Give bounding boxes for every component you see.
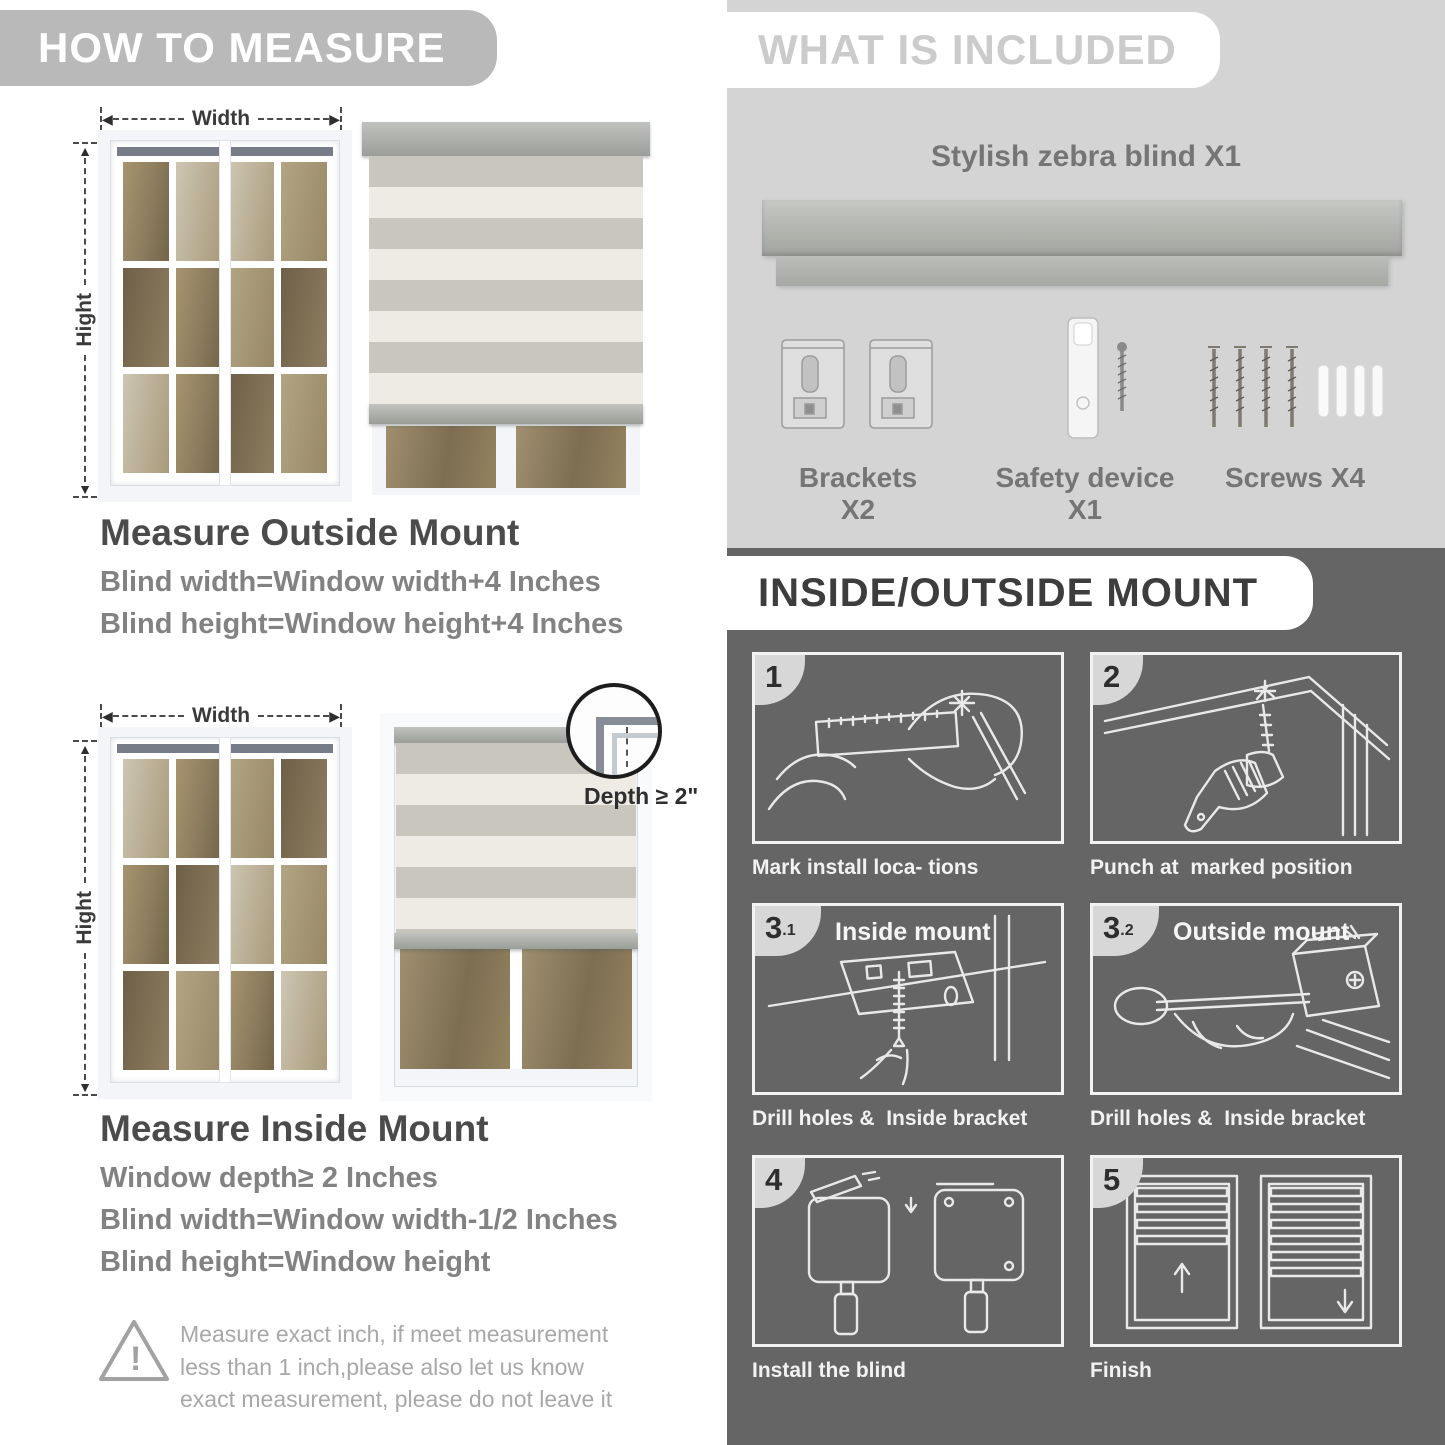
inside-mount-line: Blind height=Window height	[100, 1246, 491, 1278]
depth-dash-line	[626, 727, 628, 767]
inside-outside-mount-header: INSIDE/OUTSIDE MOUNT	[700, 556, 1313, 630]
dim-dash	[84, 355, 86, 482]
step-3-2-title: Outside mount	[1173, 918, 1350, 946]
step-3-2-caption: Drill holes & Inside bracket	[1090, 1107, 1366, 1130]
window-pane	[229, 162, 275, 261]
screws-image	[1200, 335, 1390, 440]
arrow-right-icon: ▶	[329, 111, 340, 127]
window-photo-outside	[98, 130, 352, 502]
step-number: 2	[1103, 659, 1121, 694]
step-3-1-panel	[752, 903, 1064, 1095]
step-3-1-caption: Drill holes & Inside bracket	[752, 1107, 1028, 1130]
window-pane	[123, 162, 169, 261]
window-pane	[229, 865, 275, 964]
arrow-up-icon: ▲	[78, 741, 92, 757]
screws-label: Screws X4	[1224, 462, 1366, 493]
install-blind-illustration	[759, 1162, 1059, 1342]
window-pane	[281, 268, 327, 367]
window-center-divider	[510, 949, 522, 1069]
window-pane	[281, 374, 327, 473]
outside-mount-line: Blind height=Window height+4 Inches	[100, 608, 624, 640]
window-pane	[229, 374, 275, 473]
brackets-label: Brackets X2	[798, 462, 918, 525]
mark-location-illustration	[759, 659, 1059, 839]
brackets-image	[778, 330, 938, 442]
dim-dash	[113, 715, 184, 717]
width-arrow-inside	[100, 703, 342, 729]
step-number: 5	[1103, 1162, 1121, 1197]
arrow-left-icon: ◀	[102, 708, 113, 724]
step-1-caption: Mark install loca- tions	[752, 856, 979, 879]
window-pane	[229, 759, 275, 858]
window-pane	[123, 971, 169, 1070]
safety-device-label: Safety device X1	[995, 462, 1175, 525]
inside-mount-line: Blind width=Window width-1/2 Inches	[100, 1204, 618, 1236]
dim-dash	[84, 158, 86, 285]
window-pane	[176, 759, 222, 858]
drill-illustration	[1097, 659, 1397, 839]
blind-valance-image	[776, 256, 1388, 286]
zebra-blind-photo-outside	[362, 122, 650, 495]
height-label: Hight	[73, 891, 96, 945]
depth-label: Depth ≥ 2"	[584, 783, 699, 809]
height-arrow-inside	[72, 740, 98, 1096]
dim-dash	[84, 756, 86, 883]
window-pane	[123, 759, 169, 858]
width-label: Width	[191, 704, 251, 727]
step-3-1-title: Inside mount	[835, 918, 991, 946]
window-pane	[176, 162, 222, 261]
window-pane	[386, 426, 496, 488]
window-pane	[281, 162, 327, 261]
window-pane	[516, 426, 626, 488]
how-to-measure-header: HOW TO MEASURE	[0, 10, 497, 86]
step-sub-number: .1	[782, 922, 796, 939]
warning-triangle-icon	[96, 1316, 172, 1386]
step-1-panel	[752, 652, 1064, 844]
step-number: 3	[1103, 910, 1121, 945]
warning-text: Measure exact inch, if meet measurement less than 1 inch,please also let us know exact measurement, please do not leave it	[180, 1321, 613, 1413]
step-4-caption: Install the blind	[752, 1359, 907, 1382]
window-pane	[176, 865, 222, 964]
step-5-caption: Finish	[1090, 1359, 1152, 1382]
window-pane	[176, 374, 222, 473]
window-pane	[400, 949, 510, 1069]
outside-mount-line: Blind width=Window width+4 Inches	[100, 566, 601, 598]
window-center-divider	[220, 738, 230, 1082]
blind-headrail-image	[762, 200, 1402, 256]
height-label: Hight	[73, 293, 96, 347]
width-label: Width	[191, 107, 251, 130]
step-2-caption: Punch at marked position	[1090, 856, 1353, 879]
arrow-up-icon: ▲	[78, 143, 92, 159]
dim-dash	[113, 118, 184, 120]
window-frame	[110, 737, 340, 1083]
arrow-down-icon: ▼	[78, 1079, 92, 1095]
window-opening	[394, 727, 638, 1087]
window-pane	[281, 865, 327, 964]
step-number: 1	[765, 659, 783, 694]
dim-dash	[84, 953, 86, 1080]
blind-headrail	[362, 122, 650, 156]
dim-tick	[340, 704, 342, 728]
dim-tick	[340, 107, 342, 131]
warning-exclamation: !	[130, 1340, 142, 1378]
window-pane	[281, 759, 327, 858]
step-number: 3	[765, 910, 783, 945]
safety-device-image	[1040, 315, 1150, 450]
dim-dash	[258, 715, 329, 717]
step-4-panel	[752, 1155, 1064, 1347]
finish-illustration	[1097, 1162, 1397, 1342]
what-is-included-header: WHAT IS INCLUDED	[700, 12, 1220, 88]
depth-magnifier	[566, 683, 662, 779]
window-pane	[229, 971, 275, 1070]
window-pane	[123, 374, 169, 473]
arrow-right-icon: ▶	[329, 708, 340, 724]
step-3-2-panel	[1090, 903, 1402, 1095]
window-pane	[123, 865, 169, 964]
height-arrow-outside	[72, 142, 98, 498]
magnified-frame-corner-inner	[612, 733, 662, 779]
inside-mount-line: Window depth≥ 2 Inches	[100, 1162, 438, 1194]
dim-tick	[73, 496, 97, 498]
step-5-panel	[1090, 1155, 1402, 1347]
window-frame	[110, 140, 340, 486]
window-pane	[176, 971, 222, 1070]
step-sub-number: .2	[1120, 922, 1134, 939]
arrow-left-icon: ◀	[102, 111, 113, 127]
blind-bottom-rail	[394, 933, 638, 949]
window-center-divider	[220, 141, 230, 485]
window-below-blind	[372, 420, 640, 495]
inside-mount-title: Measure Inside Mount	[100, 1108, 489, 1149]
window-photo-inside	[98, 727, 352, 1099]
arrow-down-icon: ▼	[78, 481, 92, 497]
window-pane	[176, 268, 222, 367]
included-blind-label: Stylish zebra blind X1	[930, 140, 1242, 173]
dim-tick	[73, 1094, 97, 1096]
window-pane	[123, 268, 169, 367]
dim-dash	[258, 118, 329, 120]
window-pane	[281, 971, 327, 1070]
blind-bottom-rail	[369, 404, 643, 424]
step-number: 4	[765, 1162, 783, 1197]
outside-mount-title: Measure Outside Mount	[100, 512, 520, 553]
window-pane	[522, 949, 632, 1069]
step-2-panel	[1090, 652, 1402, 844]
width-arrow-outside	[100, 106, 342, 132]
blind-fabric	[369, 156, 643, 404]
window-pane	[229, 268, 275, 367]
